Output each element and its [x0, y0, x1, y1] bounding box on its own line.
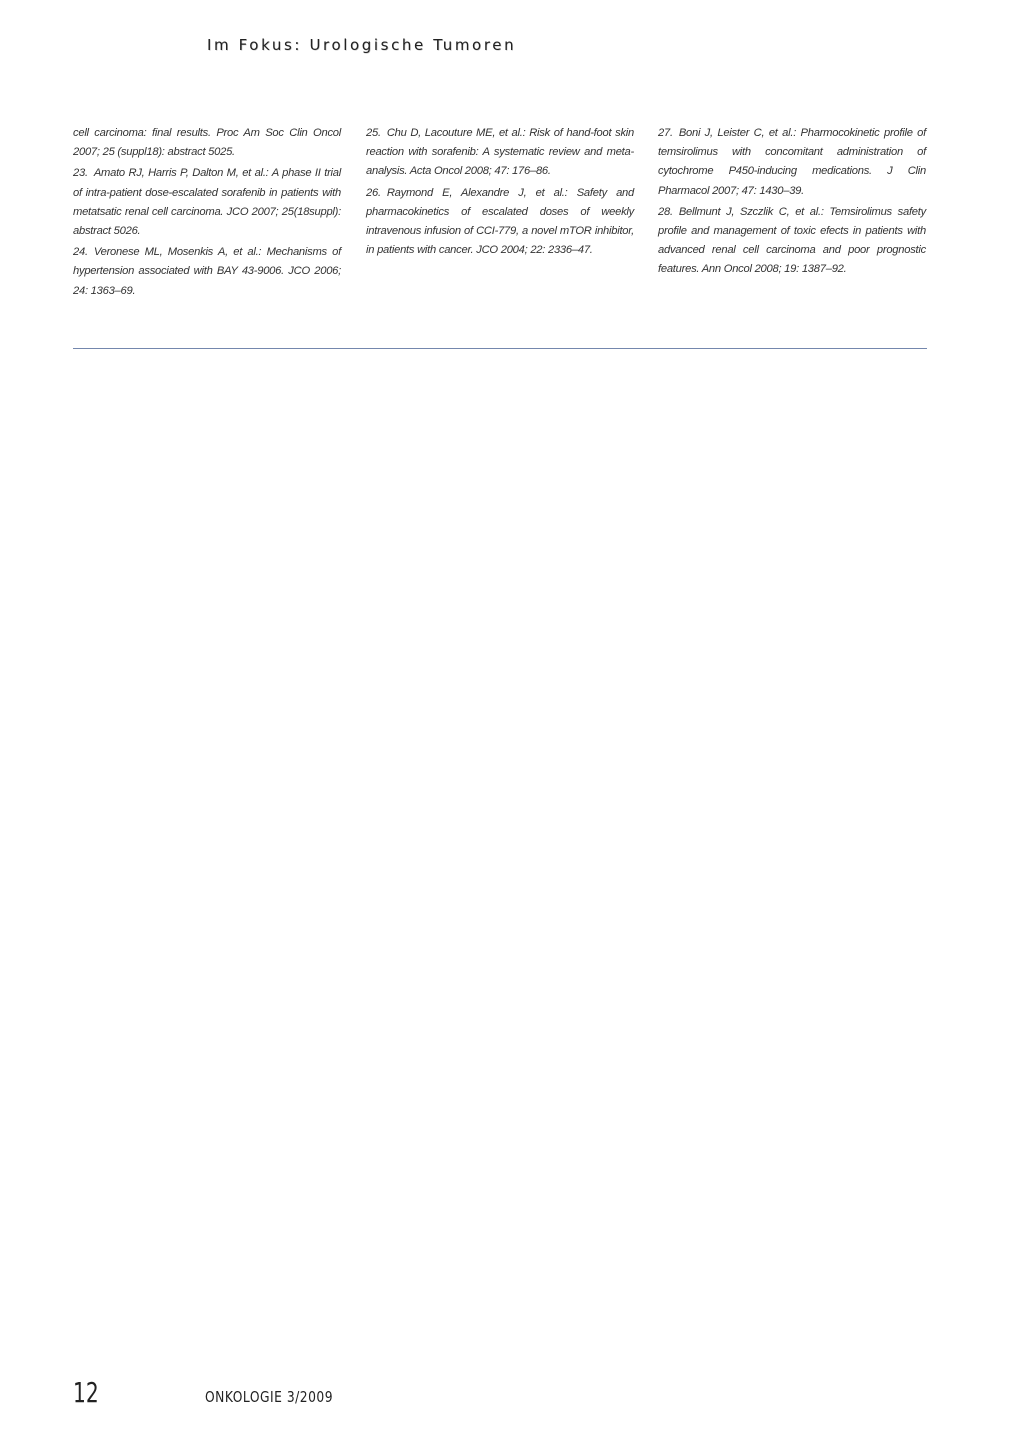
reference-number: 23. [73, 167, 88, 180]
reference-text: Boni J, Leister C, et al.: Pharmocokinetic profile of temsirolimus with concomitant administration of cytochrome P450-inducing medications. J Clin Pharmacol 2007; 47: 1430–39. [658, 127, 926, 197]
reference-text: Veronese ML, Mosenkis A, et al.: Mechanisms of hypertension associated with BAY 43-9006. JCO 2006; 24: 1363–69. [73, 246, 341, 297]
reference-number: 27. [658, 127, 673, 139]
reference-column-3 [658, 124, 926, 282]
reference-entry [73, 164, 341, 241]
reference-text: Amato RJ, Harris P, Dalton M, et al.: A phase II trial of intra-patient dose-escalated sorafenib in patients with metatsatic renal cell carcinoma. JCO 2007; 25(18suppl): abstract 5026. [73, 167, 341, 238]
reference-entry [366, 184, 634, 261]
reference-entry [658, 124, 926, 201]
reference-entry [73, 243, 341, 301]
reference-entry [658, 203, 926, 280]
section-title: Im Fokus: Urologische Tumoren [207, 36, 517, 54]
reference-number: 24. [73, 246, 88, 259]
reference-number: 28. [658, 205, 673, 218]
reference-number: 25. [366, 127, 381, 139]
reference-text: cell carcinoma: final results. Proc Am Soc Clin Oncol 2007; 25 (suppl18): abstract 5025. [73, 127, 341, 159]
page-number: 12 [73, 1376, 99, 1409]
reference-text: Raymond E, Alexandre J, et al.: Safety and pharmacokinetics of escalated doses of weekly intravenous infusion of CCI-779, a novel mTOR inhibitor, in patients with cancer. JCO 2004; 22: 2336–47. [366, 186, 634, 257]
reference-text: Bellmunt J, Szczlik C, et al.: Temsirolimus safety profile and management of toxic efects in patients with advanced renal cell carcinoma and poor prognostic features. Ann Oncol 2008; 19: 1387–92. [658, 205, 926, 276]
reference-entry [366, 124, 634, 182]
reference-column-2 [366, 124, 634, 262]
reference-list [73, 124, 927, 324]
reference-entry [73, 124, 341, 162]
reference-column-1 [73, 124, 341, 303]
section-divider [73, 348, 927, 349]
reference-text: Chu D, Lacouture ME, et al.: Risk of hand-foot skin reaction with sorafenib: A systematic review and meta-analysis. Acta Oncol 2008; 47: 176–86. [366, 127, 634, 178]
reference-number: 26. [366, 186, 381, 199]
journal-issue: ONKOLOGIE 3/2009 [205, 1388, 334, 1406]
